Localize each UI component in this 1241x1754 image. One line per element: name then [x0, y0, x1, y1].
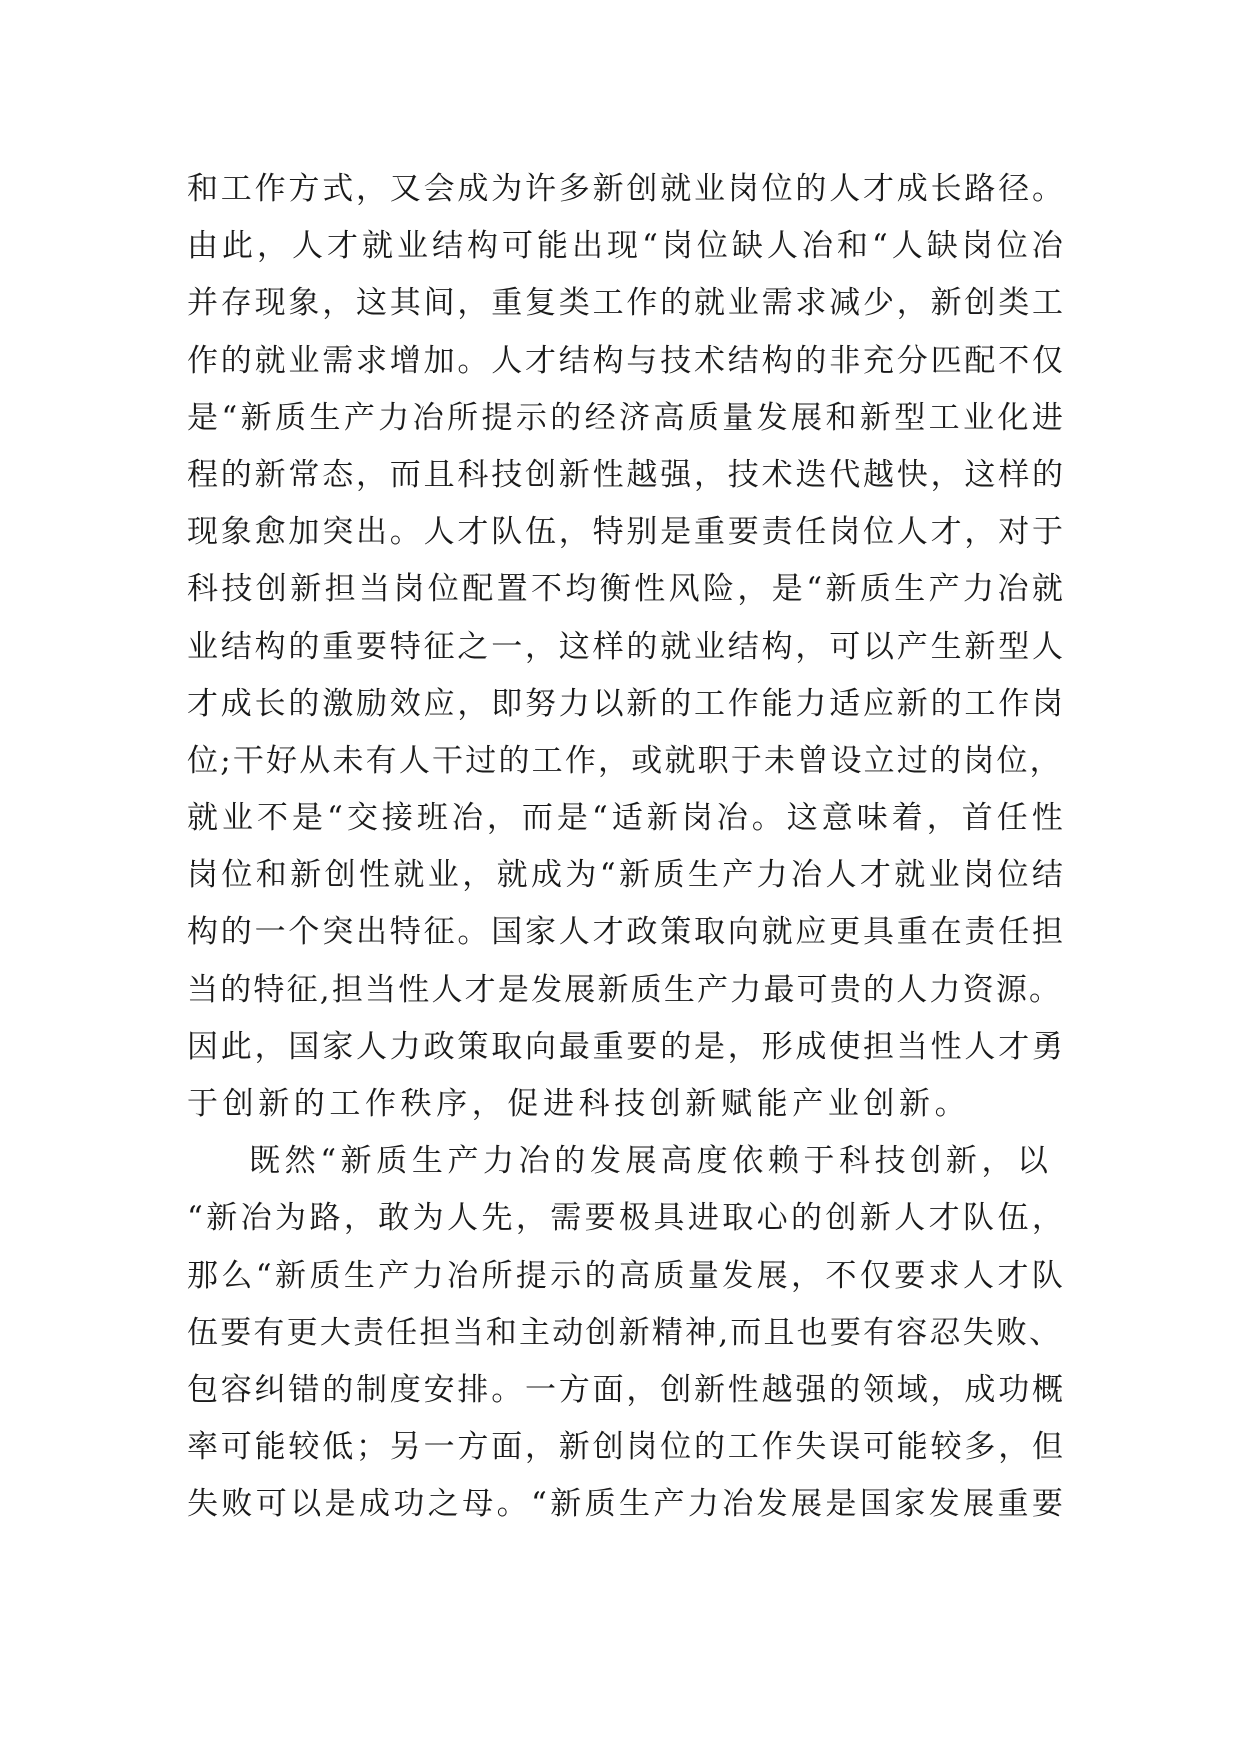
text-line: 和工作方式，又会成为许多新创就业岗位的人才成长路径。 — [187, 171, 1066, 207]
text-line: 伍要有更大责任担当和主动创新精神,而且也要有容忍失败、 — [187, 1314, 1063, 1351]
text-line: 位;干好从未有人干过的工作，或就职于未曾设立过的岗位， — [187, 742, 1063, 779]
text-line: 现象愈加突出。人才队伍，特别是重要责任岗位人才，对于 — [187, 514, 1066, 551]
text-line: 岗位和新创性就业，就成为“新质生产力冶人才就业岗位结 — [187, 857, 1067, 894]
text-line: 于创新的工作秩序，促进科技创新赋能产业创新。 — [187, 1086, 971, 1122]
text-line: 率可能较低；另一方面，新创岗位的工作失误可能较多，但 — [187, 1429, 1066, 1466]
text-line: 并存现象，这其间，重复类工作的就业需求减少，新创类工 — [187, 285, 1066, 322]
text-line: 作的就业需求增加。人才结构与技术结构的非充分匹配不仅 — [187, 342, 1066, 379]
text-line: 就业不是“交接班冶，而是“适新岗冶。这意味着，首任性 — [187, 800, 1067, 837]
text-line: “新冶为路，敢为人先，需要极具进取心的创新人才队伍， — [187, 1200, 1067, 1237]
text-line: 科技创新担当岗位配置不均衡性风险，是“新质生产力冶就 — [187, 571, 1067, 608]
text-line: 因此，国家人力政策取向最重要的是，形成使担当性人才勇 — [187, 1028, 1066, 1065]
text-line: 业结构的重要特征之一，这样的就业结构，可以产生新型人 — [187, 628, 1066, 665]
text-line: 由此，人才就业结构可能出现“岗位缺人冶和“人缺岗位冶 — [187, 228, 1067, 265]
text-line: 是“新质生产力冶所提示的经济高质量发展和新型工业化进 — [187, 399, 1067, 436]
text-line: 失败可以是成功之母。“新质生产力冶发展是国家发展重要 — [187, 1486, 1067, 1523]
text-line: 当的特征,担当性人才是发展新质生产力最可贵的人力资源。 — [187, 971, 1063, 1008]
text-line: 构的一个突出特征。国家人才政策取向就应更具重在责任担 — [187, 914, 1066, 951]
text-line: 才成长的激励效应，即努力以新的工作能力适应新的工作岗 — [187, 685, 1066, 722]
paragraph-first-line: 既然“新质生产力冶的发展高度依赖于科技创新，以 — [249, 1143, 1053, 1180]
text-line: 那么“新质生产力冶所提示的高质量发展，不仅要求人才队 — [187, 1257, 1067, 1294]
text-line: 包容纠错的制度安排。一方面，创新性越强的领域，成功概 — [187, 1371, 1066, 1408]
text-line: 程的新常态，而且科技创新性越强，技术迭代越快，这样的 — [187, 456, 1066, 493]
body-text — [187, 161, 1067, 1534]
